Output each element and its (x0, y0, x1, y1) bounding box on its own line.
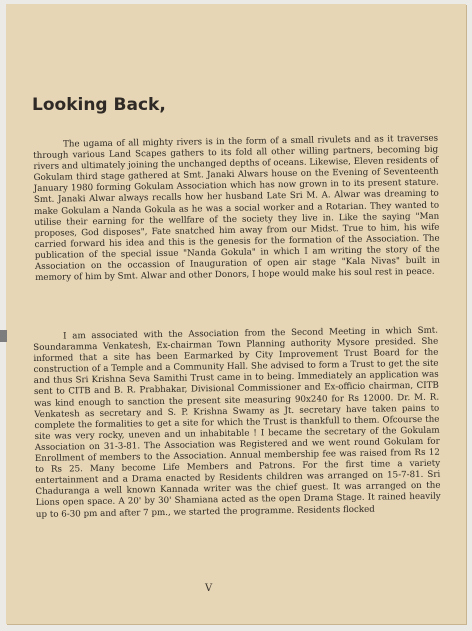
page-number: V (205, 583, 213, 594)
binding-mark (0, 330, 7, 342)
page-heading: Looking Back, (32, 95, 166, 115)
body-paragraph-1: The ugama of all mighty rivers is in the form of a small rivulets and as it traverses through various Land Scapes gathers to its fold all other willing partners, becoming big rivers and ultimately joining the unchanged depths of oceans. Likewise, Eleven residents of Gokulam third stage gathered at Smt. Janaki Alwars house on the Evening of Seventeenth January 1980 forming Gokulam Association which has now grown in to its present stature. Smt. Janaki Alwar always recalls how her husband Late Sri M. A. Alwar was dreaming to make Gokulam a Nanda Gokula as he was a social worker and a Rotarian. They wanted to utilise their earning for the wellfare of the society they live in. Like the saying "Man proposes, God disposes", Fate snatched him away from our Midst. True to him, his wife carried forward his idea and this is the genesis for the formation of the Association. The publication of the special issue "Nanda Gokula" in which I am writing the story of the Association on the occassion of Inauguration of open air stage "Kala Nivas" built in memory of him by Smt. Alwar and other Donors, I hope would make his soul rest in peace. (33, 133, 441, 284)
body-paragraph-2: I am associated with the Association from the Second Meeting in which Smt. Soundaramma Venkatesh, Ex-chairman Town Planning authority Mysore presided. She informed that a site has been Earmarked by City Improvement Trust Board for the construction of a Temple and a Community Hall. She advised to form a Trust to get the site and thus Sri Krishna Seva Samithi Trust came in to being. Immediately an application was sent to CITB and B. R. Prabhakar, Divisional Commissioner and Ex-officio chairman, CITB was kind enough to sanction the present site measuring 90x240 for Rs 12000. Dr. M. R. Venkatesh as secretary and S. P. Krishna Swamy as Jt. secretary have taken pains to complete the formalities to get a site for which the Trust is thankfull to them. Ofcourse the site was very rocky, uneven and un inhabitable ! I became the secretary of the Gokulam Association on 31-3-81. The Association was Registered and we went round Gokulam for Enrollment of members to the Association. Annual membership fee was raised from Rs 12 to Rs 25. Many become Life Members and Patrons. For the first time a variety entertainment and a Drama enacted by Residents children was arranged on 15-7-81. Sri Chaduranga a well known Kannada writer was the chief guest. It was arranged on the Lions open space. A 20' by 30' Shamiana acted as the open Drama Stage. It rained heavily up to 6-30 pm and after 7 pm., we started the programme. Residents flocked (33, 325, 441, 520)
